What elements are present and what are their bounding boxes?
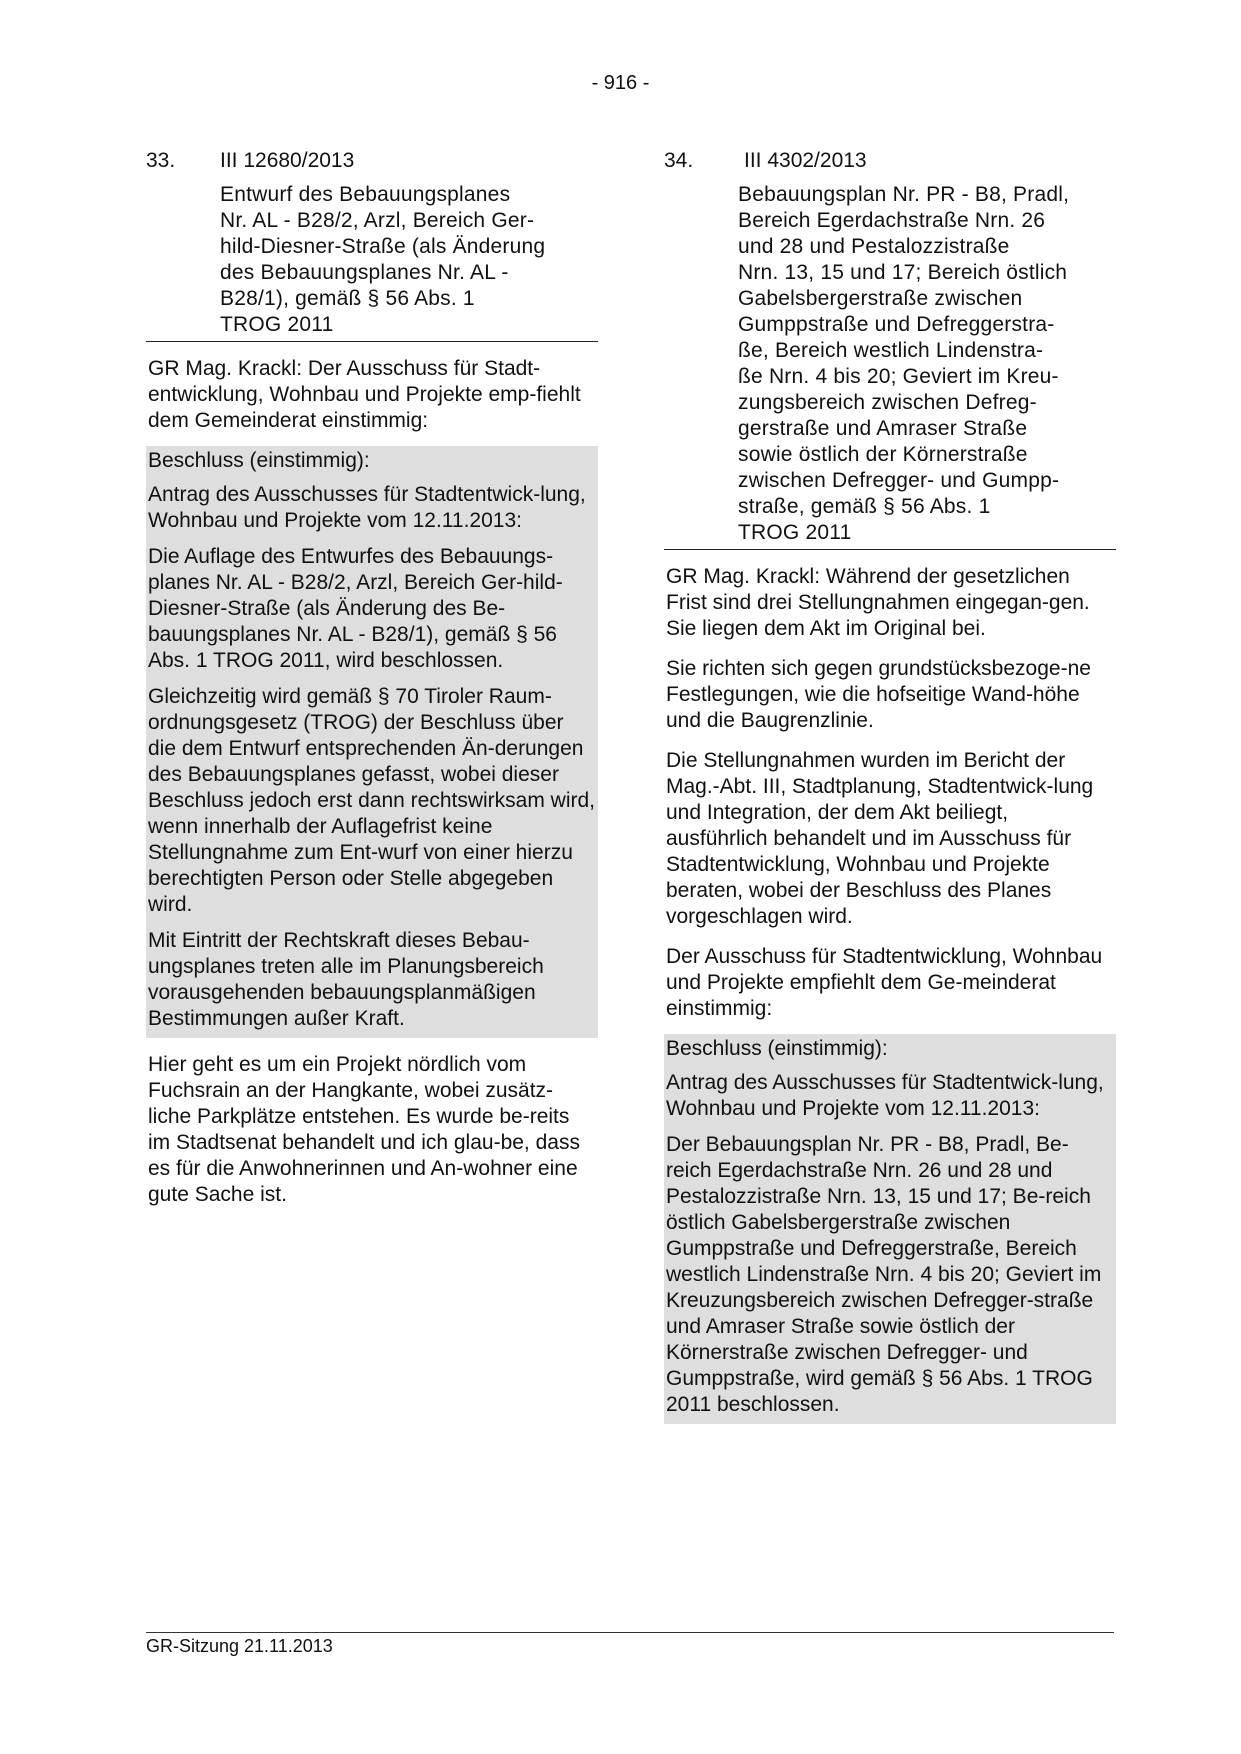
- agenda-item-33: [146, 148, 598, 1208]
- decision-paragraph: Der Bebauungsplan Nr. PR - B8, Pradl, Be-reich Egerdachstraße Nrn. 26 und 28 und Pestalozzistraße Nrn. 13, 15 und 17; Be-reich östlich Gabelsbergerstraße zwischen Gumppstraße und Defreggerstraße, Bereich westlich Lindenstraße Nrn. 4 bis 20; Geviert im Kreuzungsbereich zwischen Defregger-straße und Amraser Straße sowie östlich der Körnerstraße zwischen Defregger- und Gumppstraße, wird gemäß § 56 Abs. 1 TROG 2011 beschlossen.: [666, 1133, 1102, 1416]
- title-line: straße, gemäß § 56 Abs. 1: [738, 495, 991, 518]
- title-line: TROG 2011: [738, 521, 852, 544]
- body-paragraph: GR Mag. Krackl: Während der gesetzlichen Frist sind drei Stellungnahmen eingegan-gen. Sie liegen dem Akt im Original bei.: [666, 565, 1090, 640]
- title-line: Gumppstraße und Defreggerstra-: [738, 313, 1055, 336]
- item-number: 34.: [664, 149, 694, 172]
- title-line: TROG 2011: [220, 313, 334, 336]
- body-paragraph: Sie richten sich gegen grundstücksbezoge-ne Festlegungen, wie die hofseitige Wand-höhe und die Baugrenzlinie.: [666, 657, 1091, 732]
- title-line: ße Nrn. 4 bis 20; Geviert im Kreu-: [738, 365, 1059, 388]
- title-line: hild-Diesner-Straße (als Änderung: [220, 235, 546, 258]
- item-title: [664, 182, 1116, 550]
- item-title: [146, 182, 598, 342]
- title-line: ße, Bereich westlich Lindenstra-: [738, 339, 1044, 362]
- intro-paragraph: GR Mag. Krackl: Der Ausschuss für Stadt-entwicklung, Wohnbau und Projekte emp-fiehlt dem Gemeinderat einstimmig:: [148, 357, 581, 432]
- footer-divider: [146, 1632, 1114, 1633]
- decision-paragraph: Antrag des Ausschusses für Stadtentwick-lung, Wohnbau und Projekte vom 12.11.2013:: [666, 1071, 1104, 1120]
- body-paragraph: Der Ausschuss für Stadtentwicklung, Wohnbau und Projekte empfiehlt dem Ge-meinderat einstimmig:: [666, 945, 1103, 1020]
- title-line: Bebauungsplan Nr. PR - B8, Pradl,: [738, 183, 1070, 206]
- title-line: sowie östlich der Körnerstraße: [738, 443, 1028, 466]
- title-line: gerstraße und Amraser Straße: [738, 417, 1028, 440]
- closing-paragraph: Hier geht es um ein Projekt nördlich vom Fuchsrain an der Hangkante, wobei zusätz-liche Parkplätze entstehen. Es wurde be-reits im Stadtsenat behandelt und ich glau-be, dass es für die Anwohnerinnen und An-wohner eine gute Sache ist.: [148, 1053, 580, 1206]
- title-line: des Bebauungsplanes Nr. AL -: [220, 261, 509, 284]
- title-line: Nr. AL - B28/2, Arzl, Bereich Ger-: [220, 209, 535, 232]
- title-line: Nrn. 13, 15 und 17; Bereich östlich: [738, 261, 1068, 284]
- body-paragraph: Die Stellungnahmen wurden im Bericht der Mag.-Abt. III, Stadtplanung, Stadtentwick-lung und Integration, der dem Akt beiliegt, ausführlich behandelt und im Ausschuss für Stadtentwicklung, Wohnbau und Projekte beraten, wobei der Beschluss des Planes vorgeschlagen wird.: [666, 749, 1094, 928]
- item-reference: III 4302/2013: [744, 149, 867, 172]
- decision-box: [664, 1034, 1116, 1424]
- item-reference: III 12680/2013: [220, 149, 355, 172]
- item-header: [664, 148, 1116, 182]
- title-line: B28/1), gemäß § 56 Abs. 1: [220, 287, 475, 310]
- decision-heading: Beschluss (einstimmig):: [148, 449, 370, 472]
- decision-heading: Beschluss (einstimmig):: [666, 1037, 888, 1060]
- title-line: Entwurf des Bebauungsplanes: [220, 183, 511, 206]
- agenda-item-34: [664, 148, 1116, 1424]
- title-line: zwischen Defregger- und Gumpp-: [738, 469, 1060, 492]
- decision-paragraph: Gleichzeitig wird gemäß § 70 Tiroler Raum-ordnungsgesetz (TROG) der Beschluss über die dem Entwurf entsprechenden Än-derungen des Bebauungsplanes gefasst, wobei dieser Beschluss jedoch erst dann rechtswirksam wird, wenn innerhalb der Auflagefrist keine Stellungnahme zum Ent-wurf von einer hierzu berechtigten Person oder Stelle abgegeben wird.: [148, 685, 596, 916]
- title-line: Bereich Egerdachstraße Nrn. 26: [738, 209, 1046, 232]
- decision-paragraph: Antrag des Ausschusses für Stadtentwick-lung, Wohnbau und Projekte vom 12.11.2013:: [148, 483, 586, 532]
- title-line: Gabelsbergerstraße zwischen: [738, 287, 1023, 310]
- decision-paragraph: Die Auflage des Entwurfes des Bebauungs-planes Nr. AL - B28/2, Arzl, Bereich Ger-hild-Diesner-Straße (als Änderung des Be-bauungsplanes Nr. AL - B28/1), gemäß § 56 Abs. 1 TROG 2011, wird beschlossen.: [148, 545, 563, 672]
- title-line: zungsbereich zwischen Defreg-: [738, 391, 1037, 414]
- title-line: und 28 und Pestalozzistraße: [738, 235, 1010, 258]
- item-header: [146, 148, 598, 182]
- footer-text: GR-Sitzung 21.11.2013: [146, 1636, 333, 1656]
- item-number: 33.: [146, 149, 176, 172]
- decision-paragraph: Mit Eintritt der Rechtskraft dieses Bebau-ungsplanes treten alle im Planungsbereich vorausgehenden bebauungsplanmäßigen Bestimmungen außer Kraft.: [148, 929, 544, 1030]
- decision-box: [146, 446, 598, 1038]
- page-number: - 916 -: [591, 72, 650, 94]
